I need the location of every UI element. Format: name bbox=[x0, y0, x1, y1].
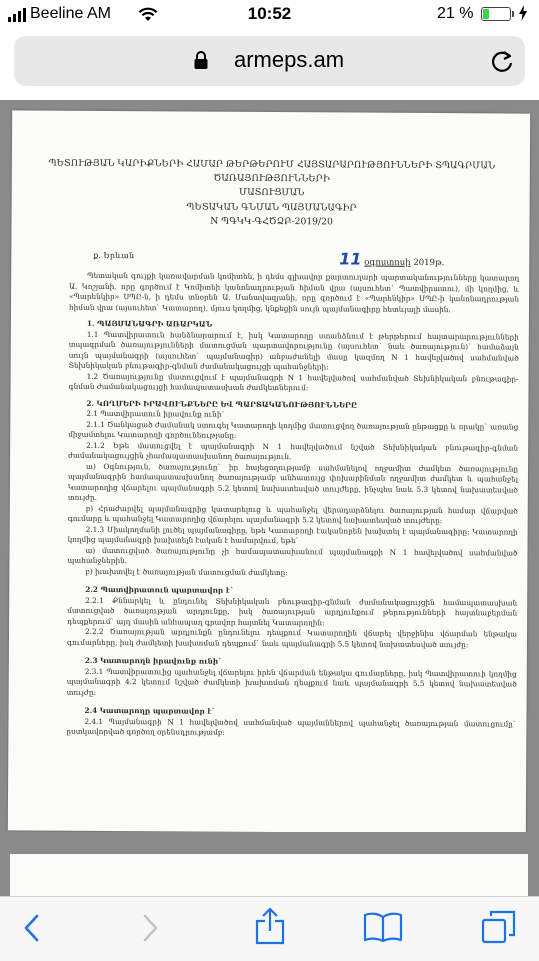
document-paragraph: բ) խախտվել է ծառայության մատուցման ժամկետը: bbox=[85, 566, 288, 577]
document-paragraph: 2.2.1 Քննարկել և ընդունել Տեխնիկական բնութագիր-գնման ժամանակացույցին համապատասխան մատուցված ծառայության արդյունքը, իսկ ծառայության արդյունքում թերությունների հայտնաբերման դեպքերում` այդ մասին անհապաղ գրավոր հայտնել Կատարողին: bbox=[67, 595, 518, 627]
date-month: օգոստոսի bbox=[364, 257, 411, 268]
document-paragraph: 2.1.3 Միակողմանի լուծել պայմանագիրը, եթե Կատարողի էականորեն խախտել է պայմանագիրը: Կատարողի կողմից պայմանագրի խախտելն էական է համարվում, եթե` bbox=[67, 524, 518, 546]
forward-icon[interactable] bbox=[140, 913, 160, 948]
date-year: 2019թ. bbox=[413, 257, 445, 269]
document-paragraph: 2.4.1 Պայմանագրի N 1 հավելվածով սահմանված պայմաններով պահանջել ծառայության մատուցումը` ըստկավորված գործող օրենսդրությամբ: bbox=[66, 716, 517, 737]
share-icon[interactable] bbox=[254, 907, 286, 950]
document-paragraph: բ) Հրաժարվել պայմանագրից կատարելուց և պահանջել վերադարձնելու ծառայության համար վճարված գումարը և պահանջել Կատարողից վճարելու պայմանագրի 5.2 կետով նախատեսված տույժերը: bbox=[67, 503, 518, 526]
reload-icon[interactable] bbox=[490, 48, 514, 79]
document-paragraph: 2.3 Կատարողն իրավունք ունի` bbox=[84, 655, 222, 666]
document-paragraph: 2. ԿՈՂՄԵՐԻ ԻՐԱՎՈՒՆՔՆԵՐԸ ԵՎ ՊԱՐՏԱԿԱՆՈՒԹՅՈՒՆՆԵՐԸ bbox=[86, 398, 358, 410]
battery-level bbox=[483, 9, 489, 19]
lock-icon bbox=[193, 50, 209, 75]
bottom-toolbar bbox=[0, 896, 539, 961]
document-date bbox=[339, 249, 444, 269]
address-bar[interactable] bbox=[14, 36, 525, 86]
header-line: N ՊԳԿԿ-ԳՀԾՁԲ-2019/20 bbox=[210, 215, 333, 228]
date-day: 11 bbox=[339, 249, 362, 269]
next-page bbox=[10, 854, 528, 896]
page-viewport[interactable] bbox=[0, 100, 539, 896]
scanned-document bbox=[8, 110, 530, 833]
page-gap bbox=[0, 832, 539, 854]
header-line: ՄԱՏՈՒՑՄԱՆ bbox=[238, 187, 305, 199]
battery-percent: 21 % bbox=[437, 5, 474, 22]
document-paragraph: Պետական գույքի կառավարման կոմիտեն, ի դեմս գլխավոր քարտուղարի պարտականությունները կատարող Ա. Կոշյանի, որը գործում է Կոմիտեի կանոնադրության հիման վրա (այսուհետ` Պատվիրատու), մի կողմից, և «Պարենկիր» ՍՊԸ-ն, ի դեմս տնօրեն Ա. Մանավազյանի, որը գործում է «Պարենկիր» ՍՊԸ-ի կանոնադրության հիման վրա (այսուհետ` Կատարող), մյուս կողմից, կնքեցին սույն պայմանագիրը հետևյալի մասին. bbox=[68, 270, 520, 314]
clock: 10:52 bbox=[247, 4, 292, 23]
back-icon[interactable] bbox=[22, 913, 42, 948]
document-paragraph: ա) մատուցված ծառայությունը չի համապատասխանում պայմանագրի N 1 հավելվածով սահմանված պահանջներին. bbox=[67, 545, 518, 566]
document-paragraph: 2.1.1 Ծանկացած ժամանակ ստուգել Կատարողի կողմից մատուցվող ծառայության ընթացքը և որակը` առանց միջամտելու Կատարողի գործունեությանը: bbox=[68, 419, 519, 440]
document-place: ք. Երևան bbox=[93, 250, 135, 261]
battery-icon bbox=[481, 7, 511, 21]
document-paragraph: 2.1 Պատվիրատուն իրավունք ունի` bbox=[86, 408, 226, 419]
document-paragraph: 1. ՊԱՅՄԱՆԱԳՐԻ ԱՌԱՐԿԱՆ bbox=[86, 318, 213, 329]
document-paragraph: 1.2 Ծառայությունը մատուցվում է պայմանագրի N 1 հավելվածով սահմանված Տեխնիկական բնութագիր-գնման ժամանակացույցի համապատասխան ժամկետներում: bbox=[68, 371, 519, 393]
tabs-icon[interactable] bbox=[481, 909, 517, 950]
document-paragraph: ա) Օգնություն, ծառայությունը` իր հայեցողությամբ սահմանելով ողջամիտ ժամկետ ծառայությունը պայմանագրին համապատասխանող ծառայությամբ անհատույց փոխարինման ողջամիտ ժամկետ և պահանջել Կատարողից վճարելու պայմանագրի 5.2 կետով նախատեսված տույժերը, ինչպես նաև 5.3 կետով նախատեսված տույժը. bbox=[67, 461, 519, 502]
document-paragraph: 2.3.1 Պատվիրատուից պահանջել վճարելու իրեն վճարման ենթակա գումարները, իսկ Պատվիրատուի կողմից պայմանագրի 4.2 կետում նշված ժամկետի խախտման դեպքում նաև պայմանագրի 5.5 կետով նախատեսված տույժը: bbox=[66, 666, 517, 697]
header-line: ՊԵՏՈՒԹՅԱՆ ԿԱՐԻՔՆԵՐԻ ՀԱՄԱՐ ԹԵՐԹԵՐՈՒՄ ՀԱՅՏԱՐԱՐՈՒԹՅՈՒՆՆԵՐԻ ՏՊԱԳՐՄԱՆ bbox=[48, 157, 496, 172]
battery-nub bbox=[512, 11, 514, 17]
status-bar bbox=[0, 0, 539, 30]
charging-icon bbox=[518, 5, 528, 24]
bookmarks-icon[interactable] bbox=[363, 911, 403, 948]
document-paragraph: 2.2 Պատվիրատուն պարտավոր է` bbox=[85, 584, 234, 595]
document-paragraph: 2.4 Կատարողը պարտավոր է` bbox=[84, 705, 216, 716]
url-text[interactable]: armeps.am bbox=[234, 47, 345, 72]
document-paragraph: 1.1 Պատվիրատուն հանձնարարում է, իսկ Կատարողը ստանձնում է թերթերում հայտարարությունների տպագրման ծառայությունների մատուցման պարտավորությունը (այսուհետ` նաև ծառայություն)` համաձայն սույն պայմանագրի (այսուհետ` պայմանագիր) անբաժանելի մասը կազմող N 1 հավելվածով սահմանված Տեխնիկական բնութագիր-գնման ժամանակացույցի պահանջների: bbox=[68, 329, 519, 372]
document-header bbox=[21, 156, 521, 230]
document-paragraph: 2.1.2 Եթե մատուցվել է պայմանագրի N 1 հավելվածում նշված Տեխնիկական բնութագիր-գնման ժամանակացույցին չհամապատասխանող ծառայություն. bbox=[68, 440, 519, 462]
header-line: ՊԵՏԱԿԱՆ ԳՆՄԱՆ ՊԱՅՄԱՆԱԳԻՐ bbox=[186, 201, 357, 214]
document-paragraph: 2.2.2 Ծառայության արդյունքն ընդունելու դեպքում Կատարողին վճարել վերջինիս վճարման ենթակա գումարները, իսկ ժամկետի խախտման դեպքում` նաև պայմանագրի 5.5 կետով նախատեսված տույժը: bbox=[66, 626, 518, 649]
header-line: ԾԱՌԱՅՈՒԹՅՈՒՆՆԵՐԻ bbox=[213, 172, 330, 185]
document-body bbox=[66, 271, 519, 740]
carrier-name: Beeline AM bbox=[30, 5, 111, 22]
